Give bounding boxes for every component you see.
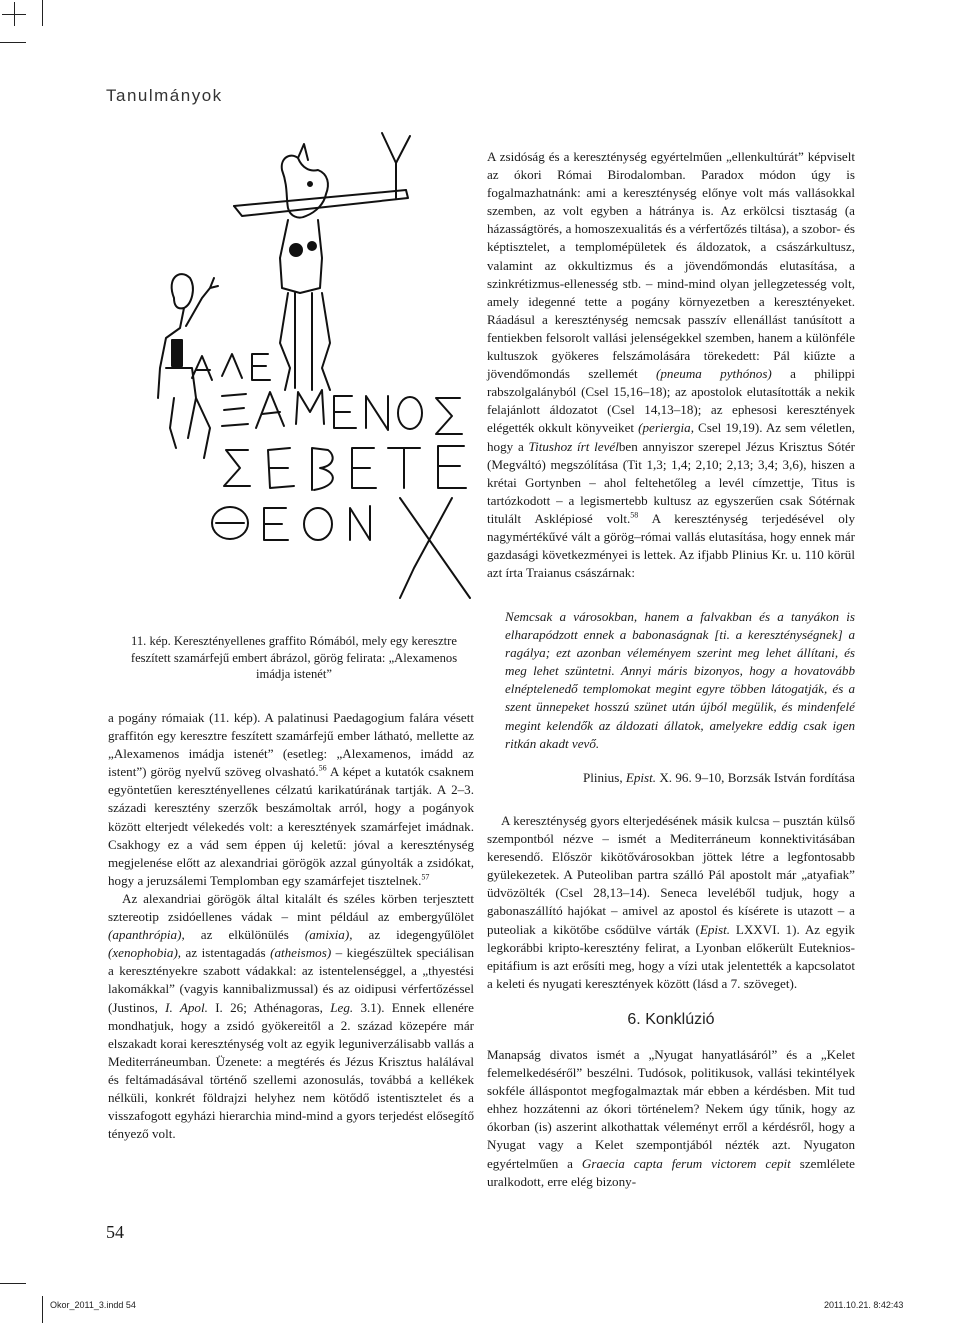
crop-line: [42, 1296, 43, 1323]
footer-timestamp: 2011.10.21. 8:42:43: [824, 1300, 904, 1310]
footnote-ref[interactable]: 57: [421, 872, 430, 882]
quote-source: Plinius, Epist. X. 96. 9–10, Borzsák István fordítása: [582, 770, 855, 785]
graffito-illustration: [130, 128, 480, 613]
paragraph: A zsidóság és a kereszténység egyértelműen „ellenkultúrát” képviselt az ókori Római Birodalomban. Paradox módon úgy is fogalmazhatnánk: ami a kereszténység előnye volt más vallásokkal szemben, az volt egyben a hátránya is. Az erkölcsi tisztaság (a házasságtörés, a homoszexualitás és a vérfertőzés tiltása), a szobor- és képtisztelet, a templomépületek és áldozatok, a császárkultusz, valamint az okkultizmus és a jövendőmondás elutasítása, a szinkrétizmus-ellenesség stb. – mind-mind olyan jellegzetesség volt, amely idegenné tette a pogány környezetben a keresztényeket. Ráadásul a kereszténység nemcsak passzív ellenállást tanúsított a fentiekben felsorolt vallási jelenségekkel szemben, hanem a különféle kultuszok gyökeres felszámolására törekedett: Pál kiűzte a jövendőmondás szellemét (pneuma pythónos) a philippi rabszolgalányból (Csel 15,16–18); az apostolok elutasították a nekik felajánlott áldozatot (Csel 14,13–18); az ephesosi keresztények elégették okkult könyveiket (periergia, Csel 19,19). Az sem véletlen, hogy a Titushoz írt levélben annyiszor szerepel Jézus Krisztus Sótér (Megváltó) megszólítása (Tit 1,3; 1,4; 2,10; 2,13; 3,4; 3,6), hiszen a krétai Gortynben – ahol feltehetőleg a levél címzettje, Titus is tartózkodott – a legismertebb kultusz az egyszerűen csak Sótérnak titulált Asklépiosé volt.$^{58}$ A kereszténység terjedésével oly nagymértékűvé vált a görög–római vallás elutasítása, hogy ennek már gazdasági következményei is lettek. Az ifjabb Plinius Kr. u. 110 körül azt írta Traianus császárnak:: [487, 149, 856, 581]
crop-mark-top-left: [2, 2, 26, 26]
footnote-ref[interactable]: 56: [318, 763, 327, 773]
section-heading: 6. Konklúzió: [627, 1011, 715, 1028]
paragraph: Az alexandriai görögök által kitalált és széles körben terjesztett sztereotip zsidóellenes vádak – mint például az embergyűlölet (apanthrópia), az elkülönülés (amixia), az idegengyűlölet (xenophobia), az istentagadás (atheismos) – kiegészültek speciálisan a keresztényekre szabott vádakkal: az istentelenséggel, a „thyestési lakomákkal” (vagyis kannibalizmussal) és az oidipusi vérfertőzéssel (Justinos, I. Apol. I. 26; Athénagoras, Leg. 3.1). Ennek ellenére mondhatjuk, hogy a zsidó gyökereitől a 2. század közepére már elszakadt korai kereszténység volt az egyik leguniverzálisabb vallás a Mediterráneumban. Üzenete: a megtérés és Jézus Krisztus halálával és feltámadásával történő szellemi azonosulás, továbbá a kellékek nélküli, konkrét földrajzi helyhez nem kötődő istentisztelet és a visszafogott egyházi hierarchia mind-mind a gyors terjedést elősegítő tényező volt.: [108, 890, 474, 1142]
figure-caption: 11. kép. Keresztényellenes graffito Rómából, mely egy keresztre feszített szamárfejű embert ábrázol, görög felirata: „Alexamenos imádja istenét”: [130, 634, 458, 681]
paragraph: a pogány rómaiak (11. kép). A palatinusi Paedagogium falára vésett graffitón egy keresztre feszített szamárfejű ember látható, mellette az „Alexamenos imádja istenét” (esetleg: „Alexamenos, imádd az istent”) görög nyelvű szöveg olvasható.$^{56}$ A képet a kutatók csaknem egyöntetűen keresztényellenes célzatú karikatúrának tartják. A 2–3. századi keresztény szerzők beszámoltak arról, hogy a pogányok között elterjedt vélekedés volt: a keresztények szamárfejet imádnak. Csakhogy ez a vád sem éppen új keletű: jóval a kereszténység megjelenése előtt az alexandriai görögök azzal gúnyolták a zsidókat, hogy a jeruzsálemi Templomban egy szamárfejet tisztelnek.$^{57}$: [108, 710, 474, 888]
footer-file-info: Okor_2011_3.indd 54: [50, 1300, 136, 1310]
right-column-bottom: [487, 812, 855, 993]
right-column-top: [487, 148, 855, 582]
paragraph: A kereszténység gyors elterjedésének másik kulcsa – pusztán külső szempontból nézve – ismét a Mediterráneum konnektivitásában keresendő. Először kikötővárosokban jöttek létre a legfontosabb gyülekezetek. A Puteoliban partra szálló Pál apostolt már „atyafiak” üdvözölték (Csel 28,13–14). Seneca leveléből tudjuk, hogy a gabonaszállító hajókat – amivel az apostol és kísérete is utazott – a puteoliak a kikötőbe csődülve várták (Epist. LXXVI. 1). Az egyik legkorábbi kripto-keresztény felirat, a Lyonban előkerült Euteknios-epitáfium is azt erősíti meg, hogy a vízi utak jelentették a kapcsolatot a keleti és nyugati keresztények között (lásd a 7. szöveget).: [487, 813, 855, 991]
page-number: 54: [106, 1222, 124, 1242]
crop-line: [0, 1283, 26, 1284]
conclusion-paragraph: Manapság divatos ismét a „Nyugat hanyatlásáról” és a „Kelet felemelkedéséről” beszélni. Tudósok, politikusok, vallási tekintélyek sokféle álláspontot megfogalmaztak már ebben a kérdésben. Mit tud ehhez hozzátenni az ókori történelem? Nekem úgy tűnik, hogy az ókorban (is) aszerint alkothattak véleményt erről a kérdésről, hogy a Nyugat vagy a Kelet szempontjából nézték azt. Nyugaton egyértelműen a Graecia capta ferum victorem cepit szemlélete uralkodott, erre elég bizony-: [487, 1047, 855, 1189]
left-column: [108, 709, 474, 1143]
running-head: Tanulmányok: [106, 86, 223, 105]
footnote-ref[interactable]: 58: [630, 510, 639, 520]
crop-line: [0, 42, 26, 43]
crop-line: [42, 0, 43, 26]
block-quote: Nemcsak a városokban, hanem a falvakban és a tanyákon is elharapódzott ennek a babonaságnak [ti. a kereszténységnek] a ragálya; ezt azonban véleményem szerint meg lehet állítani, és meg lehet szüntetni. Annyi máris bizonyos, hogy a hovatovább elnéptelenedő templomokat megint egyre többen látogatják, és a szent ünnepeket hosszú szünet után újból megülik, és mindenfelé megint kelendők az áldozati állatok, amelyekre eddig csak igen ritkán akadt vevő.: [505, 609, 855, 751]
